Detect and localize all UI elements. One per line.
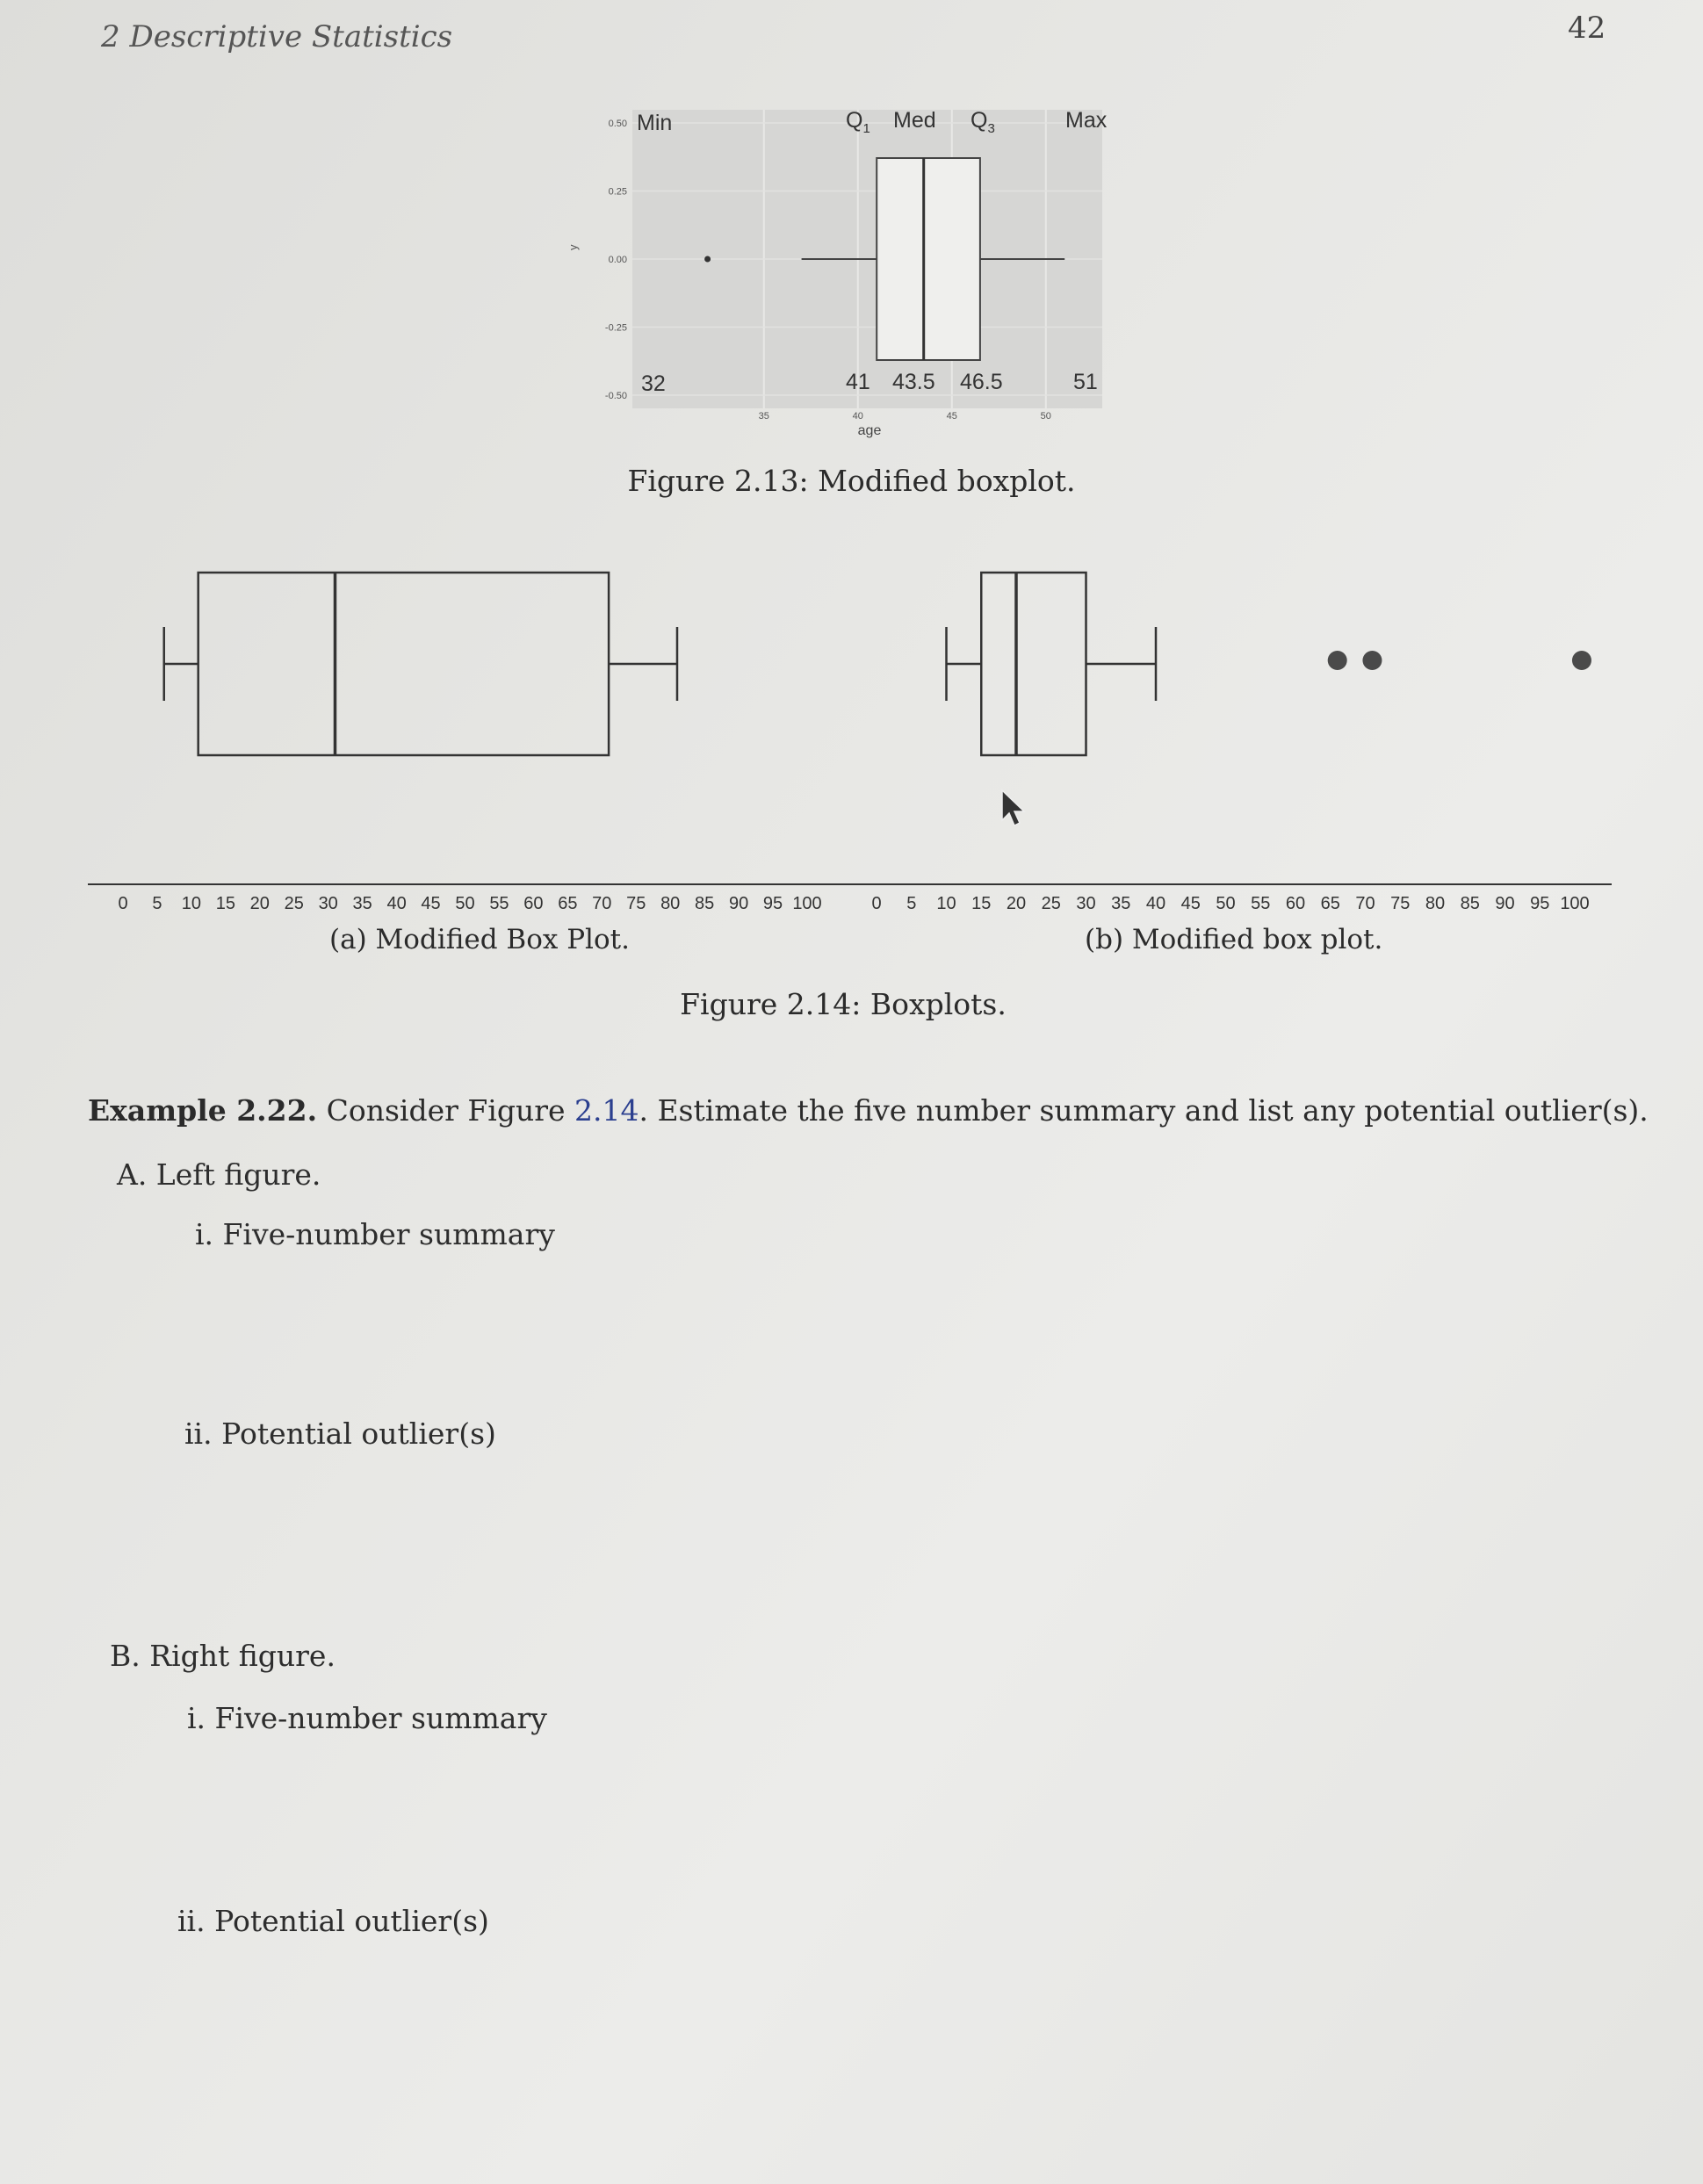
figure-2-14-caption: Figure 2.14: Boxplots. [680, 987, 1007, 1021]
mouse-pointer-icon [999, 789, 1029, 833]
x-tick-label: 40 [852, 411, 863, 422]
subfigure-b-caption: (b) Modified box plot. [1085, 924, 1383, 955]
x-tick-label: 85 [695, 894, 715, 913]
outlier-point [1572, 651, 1591, 670]
iqr-box [198, 573, 609, 755]
x-tick-label: 5 [152, 894, 162, 913]
value-q1: 41 [846, 370, 870, 394]
x-tick-label: 30 [1076, 894, 1096, 913]
x-tick-label: 70 [1355, 894, 1375, 913]
x-tick-label: 0 [118, 894, 128, 913]
running-head: 2 Descriptive Statistics [101, 19, 453, 54]
x-tick-label: 20 [1006, 894, 1027, 913]
example-label: Example 2.22. [88, 1093, 318, 1128]
part-b-i: i. Five-number summary [187, 1701, 547, 1735]
figure-2-14-boxplots [0, 544, 1703, 913]
iqr-box [981, 573, 1086, 755]
x-tick-label: 65 [558, 894, 578, 913]
x-tick-label: 80 [660, 894, 681, 913]
x-tick-label: 45 [1180, 894, 1201, 913]
x-tick-label: 90 [728, 894, 749, 913]
example-2-22 [88, 1093, 1649, 1128]
outlier-point [704, 256, 711, 263]
label-med: Med [893, 108, 936, 133]
figure-reference-link[interactable]: 2.14 [574, 1093, 639, 1128]
part-a-ii: ii. Potential outlier(s) [184, 1416, 496, 1451]
outlier-point [1328, 651, 1347, 670]
y-axis-ticks [605, 119, 627, 401]
label-max: Max [1065, 108, 1108, 133]
x-tick-label: 25 [284, 894, 304, 913]
x-tick-label: 100 [1560, 894, 1590, 913]
x-tick-label: 25 [1041, 894, 1061, 913]
x-tick-label: 55 [489, 894, 509, 913]
subfigure-a-caption: (a) Modified Box Plot. [329, 924, 630, 955]
part-a-label: A. Left figure. [117, 1157, 321, 1192]
label-min: Min [637, 111, 673, 135]
label-q1: $Q_1$ [846, 108, 870, 136]
y-tick-label: 0.00 [608, 255, 627, 265]
x-tick-label: 45 [421, 894, 441, 913]
x-tick-label: 35 [758, 411, 769, 422]
x-tick-label: 90 [1495, 894, 1515, 913]
example-text-before: Consider Figure [317, 1093, 574, 1128]
value-min: 32 [641, 371, 666, 396]
x-tick-label: 70 [592, 894, 612, 913]
value-med: 43.5 [892, 370, 935, 394]
x-tick-label: 60 [523, 894, 544, 913]
y-tick-label: -0.50 [604, 391, 627, 401]
right-boxplot [947, 573, 1591, 755]
x-tick-label: 35 [1111, 894, 1131, 913]
value-max: 51 [1073, 370, 1098, 394]
iqr-box [877, 158, 980, 360]
x-tick-label: 40 [386, 894, 407, 913]
x-tick-label: 75 [1390, 894, 1411, 913]
x-tick-label: 40 [1145, 894, 1166, 913]
page-number: 42 [1568, 11, 1606, 46]
part-b-label: B. Right figure. [110, 1639, 336, 1673]
outlier-point [1362, 651, 1382, 670]
x-axis-ticks [759, 411, 1051, 422]
part-a-i: i. Five-number summary [195, 1217, 555, 1251]
x-tick-label: 5 [906, 894, 917, 913]
x-tick-label: 100 [792, 894, 822, 913]
x-tick-label: 60 [1285, 894, 1306, 913]
x-tick-label: 50 [1040, 411, 1051, 422]
x-axis-tick-labels [118, 894, 1589, 913]
x-tick-label: 35 [352, 894, 372, 913]
label-q3: $Q_3$ [971, 108, 995, 136]
x-tick-label: 30 [318, 894, 338, 913]
boxplot-pair [164, 573, 1591, 755]
figure-2-13-caption: Figure 2.13: Modified boxplot. [627, 464, 1076, 498]
x-tick-label: 20 [249, 894, 270, 913]
y-tick-label: 0.25 [608, 186, 627, 198]
x-tick-label: 0 [871, 894, 882, 913]
x-tick-label: 50 [1216, 894, 1236, 913]
x-tick-label: 85 [1460, 894, 1480, 913]
x-tick-label: 95 [762, 894, 783, 913]
y-tick-label: -0.25 [604, 322, 627, 334]
left-boxplot [164, 573, 677, 755]
x-tick-label: 80 [1425, 894, 1446, 913]
x-tick-label: 55 [1251, 894, 1271, 913]
example-text-after: . Estimate the five number summary and list any potential outlier(s). [639, 1093, 1649, 1128]
x-tick-label: 10 [181, 894, 202, 913]
x-tick-label: 15 [971, 894, 992, 913]
x-tick-label: 45 [946, 411, 957, 422]
x-tick-label: 95 [1530, 894, 1550, 913]
value-q3: 46.5 [960, 370, 1003, 394]
part-b-ii: ii. Potential outlier(s) [177, 1904, 489, 1938]
figure-2-13-boxplot [566, 92, 1133, 452]
x-tick-label: 75 [626, 894, 646, 913]
y-axis-label: y [566, 244, 580, 250]
y-tick-label: 0.50 [608, 119, 627, 129]
x-tick-label: 50 [455, 894, 475, 913]
x-tick-label: 10 [936, 894, 956, 913]
x-tick-label: 65 [1320, 894, 1340, 913]
x-axis-label: age [857, 423, 882, 438]
x-tick-label: 15 [215, 894, 235, 913]
